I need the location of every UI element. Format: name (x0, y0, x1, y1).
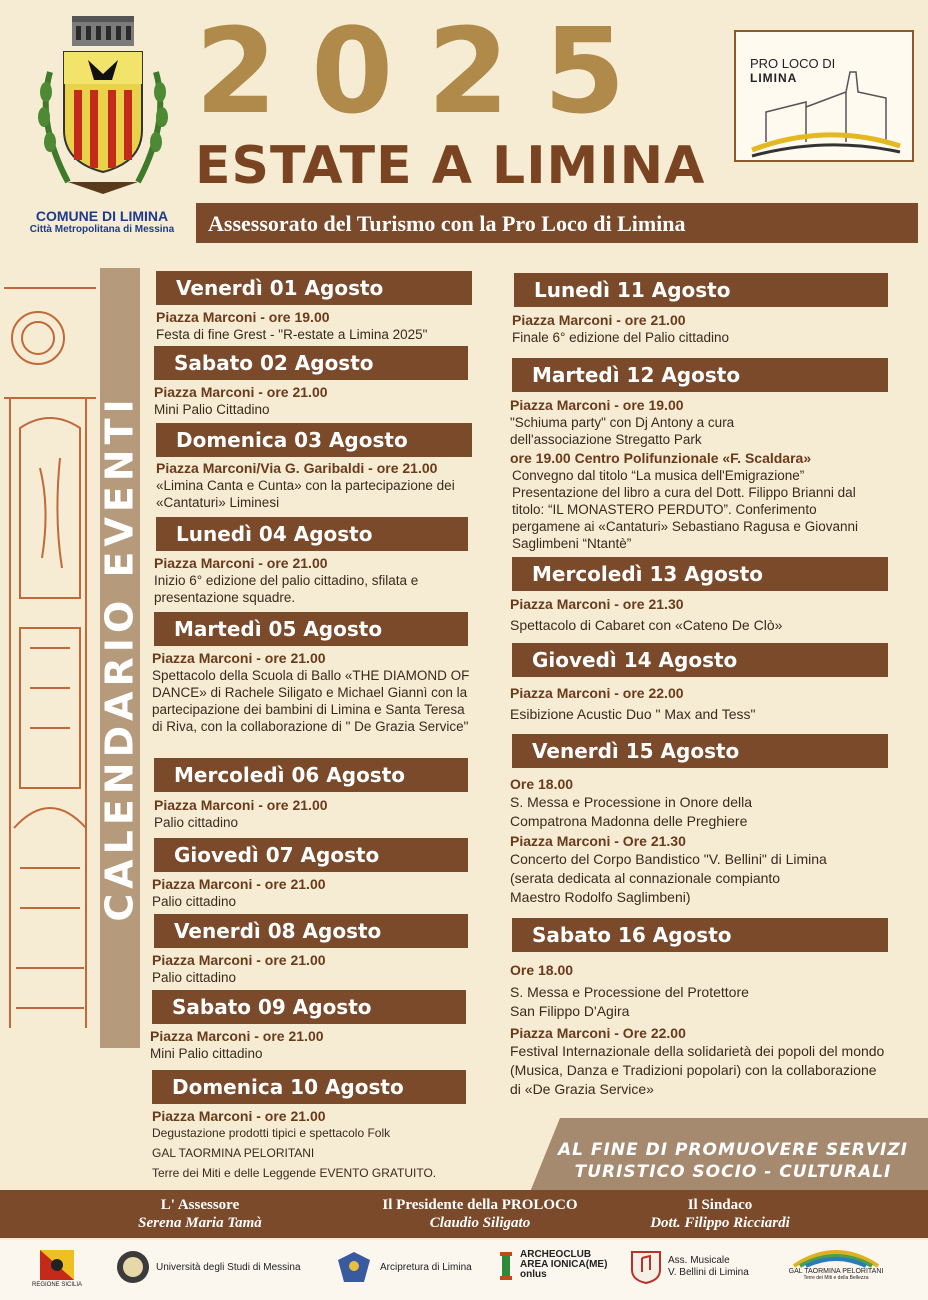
promo-line-2: TURISTICO SOCIO - CULTURALI (574, 1162, 892, 1182)
event-desc-2: GAL TAORMINA PELORITANI (152, 1146, 315, 1160)
day-header: Domenica 10 Agosto (152, 1070, 466, 1104)
event-item (152, 650, 476, 735)
event-item (154, 555, 444, 606)
event-desc: Palio cittadino (154, 815, 239, 830)
logo-regione-sicilia (32, 1250, 82, 1288)
event-item (156, 309, 476, 343)
day-header: Lunedì 11 Agosto (514, 273, 888, 307)
event-location: Piazza Marconi - ore 19.00 (156, 309, 330, 325)
side-label: CALENDARIO EVENTI (98, 394, 142, 922)
event-item (152, 876, 472, 910)
event-desc: Finale 6° edizione del Palio cittadino (512, 330, 730, 345)
event-location-2: ore 19.00 Centro Polifunzionale «F. Scaldara» (510, 450, 812, 466)
event-location: Piazza Marconi - ore 19.00 (510, 397, 684, 413)
day-header: Martedì 12 Agosto (512, 358, 888, 392)
event-location: Piazza Marconi - ore 21.00 (512, 312, 686, 328)
signature-role: Il Sindaco (687, 1197, 753, 1213)
event-desc: S. Messa e Processione del Protettore San Filippo D'Agira (510, 984, 749, 1019)
event-location: Ore 18.00 (510, 776, 574, 792)
event-item (154, 797, 474, 831)
logo-label-2: V. Bellini di Limina (668, 1267, 749, 1278)
day-header: Sabato 16 Agosto (512, 918, 888, 952)
event-item (510, 685, 890, 723)
day-header: Mercoledì 13 Agosto (512, 557, 888, 591)
promo-banner (538, 1120, 928, 1192)
event-location: Piazza Marconi - ore 22.00 (510, 685, 684, 701)
signature-name: Claudio Siligato (429, 1215, 531, 1231)
proloco-line2: LIMINA (750, 71, 798, 85)
gal-rainbow-icon (788, 1244, 884, 1268)
event-desc: Spettacolo della Scuola di Ballo «THE DIAMOND OF DANCE» di Rachele Siligato e Michael Giannì con la partecipazione dei bambini di Limina e Santa Teresa di Riva, con la collaborazione di " De Grazia Service" (152, 668, 470, 734)
event-location: Piazza Marconi - ore 21.00 (150, 1028, 324, 1044)
comune-crest-icon (28, 12, 178, 202)
event-desc-2: Festival Internazionale della solidarietà dei popoli del mondo (Musica, Danza e Tradizioni popolari) con la collaborazione di «De Grazia Service» (510, 1043, 885, 1097)
event-location: Piazza Marconi - ore 21.00 (152, 876, 326, 892)
logo-archeoclub (498, 1250, 612, 1280)
signature-name: Dott. Filippo Ricciardi (650, 1215, 790, 1231)
subtitle-text: Assessorato del Turismo con la Pro Loco di Limina (208, 211, 686, 236)
logo-label: ARCHEOCLUB AREA IONICA(ME) onlus (520, 1249, 608, 1280)
signature-sindaco (620, 1196, 820, 1232)
unime-seal-icon (116, 1250, 150, 1284)
logo-label: Arcipretura di Limina (380, 1261, 472, 1273)
event-desc: Spettacolo di Cabaret con «Cateno De Clò» (510, 617, 783, 633)
event-desc: Palio cittadino (152, 894, 237, 909)
event-desc: Mini Palio Cittadino (154, 402, 270, 417)
event-item (152, 1108, 492, 1181)
event-item (150, 1028, 470, 1062)
logo-label: Università degli Studi di Messina (156, 1261, 301, 1273)
day-header: Sabato 09 Agosto (152, 990, 466, 1024)
event-location-2: Piazza Marconi - Ore 22.00 (510, 1025, 686, 1041)
poster-year: 2025 (195, 2, 660, 140)
music-shield-icon (630, 1250, 662, 1284)
event-location: Piazza Marconi - ore 21.00 (154, 555, 328, 571)
proloco-line1: PRO LOCO DI (750, 56, 836, 71)
event-location-2: Piazza Marconi - Ore 21.30 (510, 833, 686, 849)
event-item (152, 952, 472, 986)
signature-assessore (110, 1196, 290, 1232)
event-location: Piazza Marconi - ore 21.00 (154, 384, 328, 400)
signature-role: Il Presidente della PROLOCO (382, 1197, 578, 1213)
church-crest-icon (334, 1250, 374, 1284)
event-desc: Festa di fine Grest - "R-estate a Limina 2025" (156, 327, 428, 342)
proloco-logo (734, 30, 914, 162)
day-header: Martedì 05 Agosto (154, 612, 468, 646)
event-item (510, 397, 890, 552)
logo-label: REGIONE SICILIA (32, 1282, 83, 1288)
event-desc: Mini Palio cittadino (150, 1046, 263, 1061)
event-location: Piazza Marconi - ore 21.00 (154, 797, 328, 813)
logo-label-2: Terre dei Miti e della Bellezza (803, 1275, 869, 1281)
event-location: Ore 18.00 (510, 962, 574, 978)
signature-bar (0, 1190, 928, 1238)
logo-label: GAL TAORMINA PELORITANI (788, 1268, 884, 1275)
day-header: Venerdì 15 Agosto (512, 734, 888, 768)
logo-bellini (630, 1250, 749, 1284)
day-header: Giovedì 07 Agosto (154, 838, 468, 872)
event-item (156, 460, 476, 511)
comune-subtitle: Città Metropolitana di Messina (29, 224, 175, 235)
logo-unime (116, 1250, 301, 1284)
day-header: Sabato 02 Agosto (154, 346, 468, 380)
event-location: Piazza Marconi - ore 21.00 (152, 952, 326, 968)
event-desc: Degustazione prodotti tipici e spettacolo Folk (152, 1126, 391, 1140)
signature-presidente (350, 1196, 610, 1232)
event-desc-2: Concerto del Corpo Bandistico "V. Bellini" di Limina (serata dedicata al connazionale compianto Maestro Rodolfo Saglimbeni) (510, 851, 827, 905)
event-item (510, 776, 890, 907)
event-desc: «Limina Canta e Cunta» con la partecipazione dei «Cantaturi» Liminesi (156, 478, 455, 510)
day-header: Venerdì 01 Agosto (156, 271, 472, 305)
day-header: Lunedì 04 Agosto (156, 517, 468, 551)
architecture-sketch (0, 268, 100, 1048)
event-item (512, 312, 892, 346)
logo-gal (788, 1244, 884, 1281)
day-header: Giovedì 14 Agosto (512, 643, 888, 677)
event-desc: S. Messa e Processione in Onore della Compatrona Madonna delle Preghiere (510, 794, 753, 829)
promo-line-1: AL FINE DI PROMUOVERE SERVIZI (558, 1140, 908, 1160)
sicilia-trinacria-icon (40, 1250, 74, 1280)
comune-name: COMUNE DI LIMINA (35, 208, 169, 224)
event-location: Piazza Marconi/Via G. Garibaldi - ore 21.00 (156, 460, 438, 476)
day-header: Mercoledì 06 Agosto (154, 758, 468, 792)
event-item (510, 962, 890, 1099)
day-header: Venerdì 08 Agosto (154, 914, 468, 948)
event-desc: Inizio 6° edizione del palio cittadino, sfilata e presentazione squadre. (154, 573, 419, 605)
event-desc: Esibizione Acustic Duo " Max and Tess" (510, 706, 756, 722)
archeoclub-column-icon (498, 1250, 514, 1280)
signature-name: Serena Maria Tamà (138, 1215, 262, 1231)
event-location: Piazza Marconi - ore 21.00 (152, 650, 326, 666)
subtitle-bar (196, 203, 918, 243)
sponsor-logos (0, 1240, 928, 1300)
day-header: Domenica 03 Agosto (156, 423, 472, 457)
event-desc-2: Convegno dal titolo “La musica dell'Emigrazione” Presentazione del libro a cura del Dott. Filippo Brianni dal titolo: “IL MONASTERO PERDUTO”. Conferimento pergamene ai «Cantaturi» Sebastiano Ragusa e Giovanni Saglimbeni “Ntantè” (512, 468, 858, 551)
poster-title: ESTATE A LIMINA (195, 136, 706, 196)
proloco-building-icon (746, 62, 906, 160)
event-location: Piazza Marconi - ore 21.30 (510, 596, 684, 612)
signature-role: L' Assessore (160, 1197, 240, 1213)
logo-label: Ass. Musicale (668, 1255, 730, 1266)
event-desc: "Schiuma party" con Dj Antony a cura dell'associazione Stregatto Park (510, 415, 735, 447)
logo-arcipretura (334, 1250, 472, 1284)
event-location: Piazza Marconi - ore 21.00 (152, 1108, 326, 1124)
event-item (154, 384, 474, 418)
event-desc-3: Terre dei Miti e delle Leggende EVENTO GRATUITO. (152, 1166, 437, 1180)
event-desc: Palio cittadino (152, 970, 237, 985)
event-item (510, 596, 890, 634)
